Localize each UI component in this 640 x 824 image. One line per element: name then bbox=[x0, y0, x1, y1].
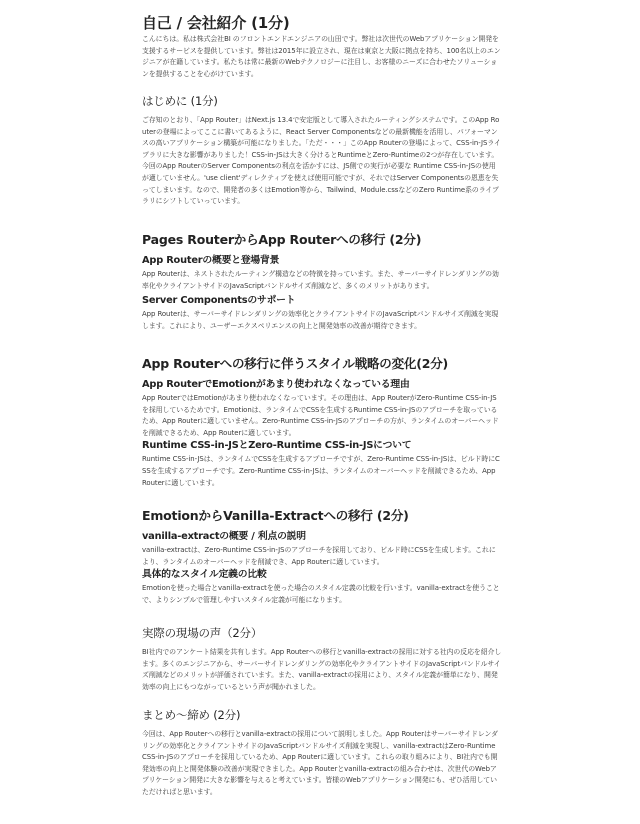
section-migration bbox=[142, 232, 502, 332]
section-introduction-body: ご存知のとおり、「App Router」はNext.js 13.4で安定版として導入されたルーティングシステムです。このApp Routerの登場によってここに書いてあるように、React Server Componentsなどの最新機能を活用し、パフォーマンスの高いアプリケーション構築が可能になりました。「ただ・・・」このApp Routerの登場によって、CSS-in-JSライブラリに大きな影響がありました！CSS-in-JSは大きく分けるとRuntimeとZero-Runtimeの2つが存在しています。今回のApp RouterのServer Componentsの利点を活かすには、JS側での実行が必要な Runtime CSS-in-JSの使用が適していません。'use client'ディレクティブを使えば使用可能ですが、それではServer Componentsの恩恵を失ってしまいます。なので、開発者の多くはEmotion等から、Tailwind、Module.cssなどのZero Runtime系のライブラリにシフトしていっています。 bbox=[142, 116, 501, 206]
section-style-strategy-sub2-body: Runtime CSS-in-JSは、ランタイムでCSSを生成するアプローチですが、Zero-Runtime CSS-in-JSは、ビルド時にCSSを生成するアプローチです。Zero-Runtime CSS-in-JSは、ランタイムのオーバーヘッドを削減できるため、App Routerに適しています。 bbox=[142, 455, 500, 487]
section-style-strategy bbox=[142, 356, 502, 489]
section-summary bbox=[142, 708, 502, 799]
section-introduction bbox=[142, 94, 502, 208]
section-field-voice-body: BI社内でのアンケート結果を共有します。App Routerへの移行とvanilla-extractの採用に対する社内の反応を紹介します。多くのエンジニアから、サーバーサイドレンダリングの効率化やクライアントサイドのJavaScriptバンドルサイズ削減などのメリットが評価されています。また、vanilla-extractの採用により、スタイル定義が簡単になり、開発効率の向上にもつながっているという声が聞かれました。 bbox=[142, 648, 502, 691]
section-migration-sub2-heading: Server Componentsのサポート bbox=[142, 295, 296, 307]
section-migration-sub2-body: App Routerは、サーバーサイドレンダリングの効率化とクライアントサイドのJavaScriptバンドルサイズ削減を実現します。これにより、ユーザーエクスペリエンスの向上と開発効率の改善が期待できます。 bbox=[142, 310, 499, 330]
section-style-strategy-sub2-heading: Runtime CSS-in-JSとZero-Runtime CSS-in-JSについて bbox=[142, 440, 412, 452]
section-style-strategy-heading: App Routerへの移行に伴うスタイル戦略の変化(2分) bbox=[142, 356, 449, 371]
section-summary-heading: まとめ〜締め (2分) bbox=[142, 708, 241, 722]
section-style-strategy-sub1-body: App RouterではEmotionがあまり使われなくなっています。その理由は、App RouterがZero-Runtime CSS-in-JSを採用しているためです。Emotionは、ランタイムでCSSを生成するRuntime CSS-in-JSのアプローチを取っているため、App Routerに適していません。Zero-Runtime CSS-in-JSのアプローチの方が、ランタイムのオーバーヘッドを削減できるため、App Routerに適しています。 bbox=[142, 394, 499, 437]
section-style-strategy-sub1-heading: App RouterでEmotionがあまり使われなくなっている理由 bbox=[142, 379, 410, 390]
section-intro-heading: 自己 / 会社紹介 (1分) bbox=[142, 14, 290, 32]
section-intro bbox=[142, 14, 502, 80]
section-vanilla-extract-sub2-heading: 具体的なスタイル定義の比較 bbox=[142, 569, 267, 581]
section-vanilla-extract-sub2-body: Emotionを使った場合とvanilla-extractを使った場合のスタイル定義の比較を行います。vanilla-extractを使うことで、よりシンプルで管理しやすいスタイル定義が可能になります。 bbox=[142, 584, 500, 604]
section-vanilla-extract-sub1-heading: vanilla-extractの概要 / 利点の説明 bbox=[142, 531, 306, 542]
section-migration-heading: Pages RouterからApp Routerへの移行 (2分) bbox=[142, 232, 422, 247]
section-vanilla-extract bbox=[142, 508, 502, 606]
section-summary-body: 今回は、App Routerへの移行とvanilla-extractの採用について説明しました。App Routerはサーバーサイドレンダリングの効率化とクライアントサイドのJavaScriptバンドルサイズ削減を実現し、vanilla-extractはZero-Runtime CSS-in-JSのアプローチを採用しているため、App Routerに適しています。これらの取り組みにより、BI社内でも開発効率の向上と開発体験の改善が実現できました。App Routerとvanilla-extractの組み合わせは、次世代のWebアプリケーション開発に大きな影響を与えると考えています。皆様のWebアプリケーション開発にも、ぜひ活用していただければと思います。 bbox=[142, 730, 498, 796]
section-field-voice bbox=[142, 626, 502, 693]
section-migration-sub1-body: App Routerは、ネストされたルーティング構造などの特徴を持っています。また、サーバーサイドレンダリングの効率化やクライアントサイドのJavaScriptバンドルサイズ削減など、多くのメリットがあります。 bbox=[142, 270, 499, 290]
section-introduction-heading: はじめに (1分) bbox=[142, 94, 218, 108]
section-intro-body: こんにちは。私は株式会社BI のフロントエンドエンジニアの山田です。弊社は次世代のWebアプリケーション開発を支援するサービスを提供しています。弊社は2015年に設立され、現在は東京と大阪に拠点を持ち、100名以上のエンジニアが在籍しています。私たちは常に最新のWebテクノロジーに注目し、お客様のニーズに合わせたソリューションを提供することを心がけています。 bbox=[142, 35, 501, 78]
section-migration-sub1-heading: App Routerの概要と登場背景 bbox=[142, 255, 280, 266]
section-field-voice-heading: 実際の現場の声（2分） bbox=[142, 626, 263, 640]
section-vanilla-extract-heading: EmotionからVanilla-Extractへの移行 (2分) bbox=[142, 508, 409, 523]
section-vanilla-extract-sub1-body: vanilla-extractは、Zero-Runtime CSS-in-JSのアプローチを採用しており、ビルド時にCSSを生成します。これにより、ランタイムのオーバーヘッドを削減でき、App Routerに適しています。 bbox=[142, 546, 496, 566]
